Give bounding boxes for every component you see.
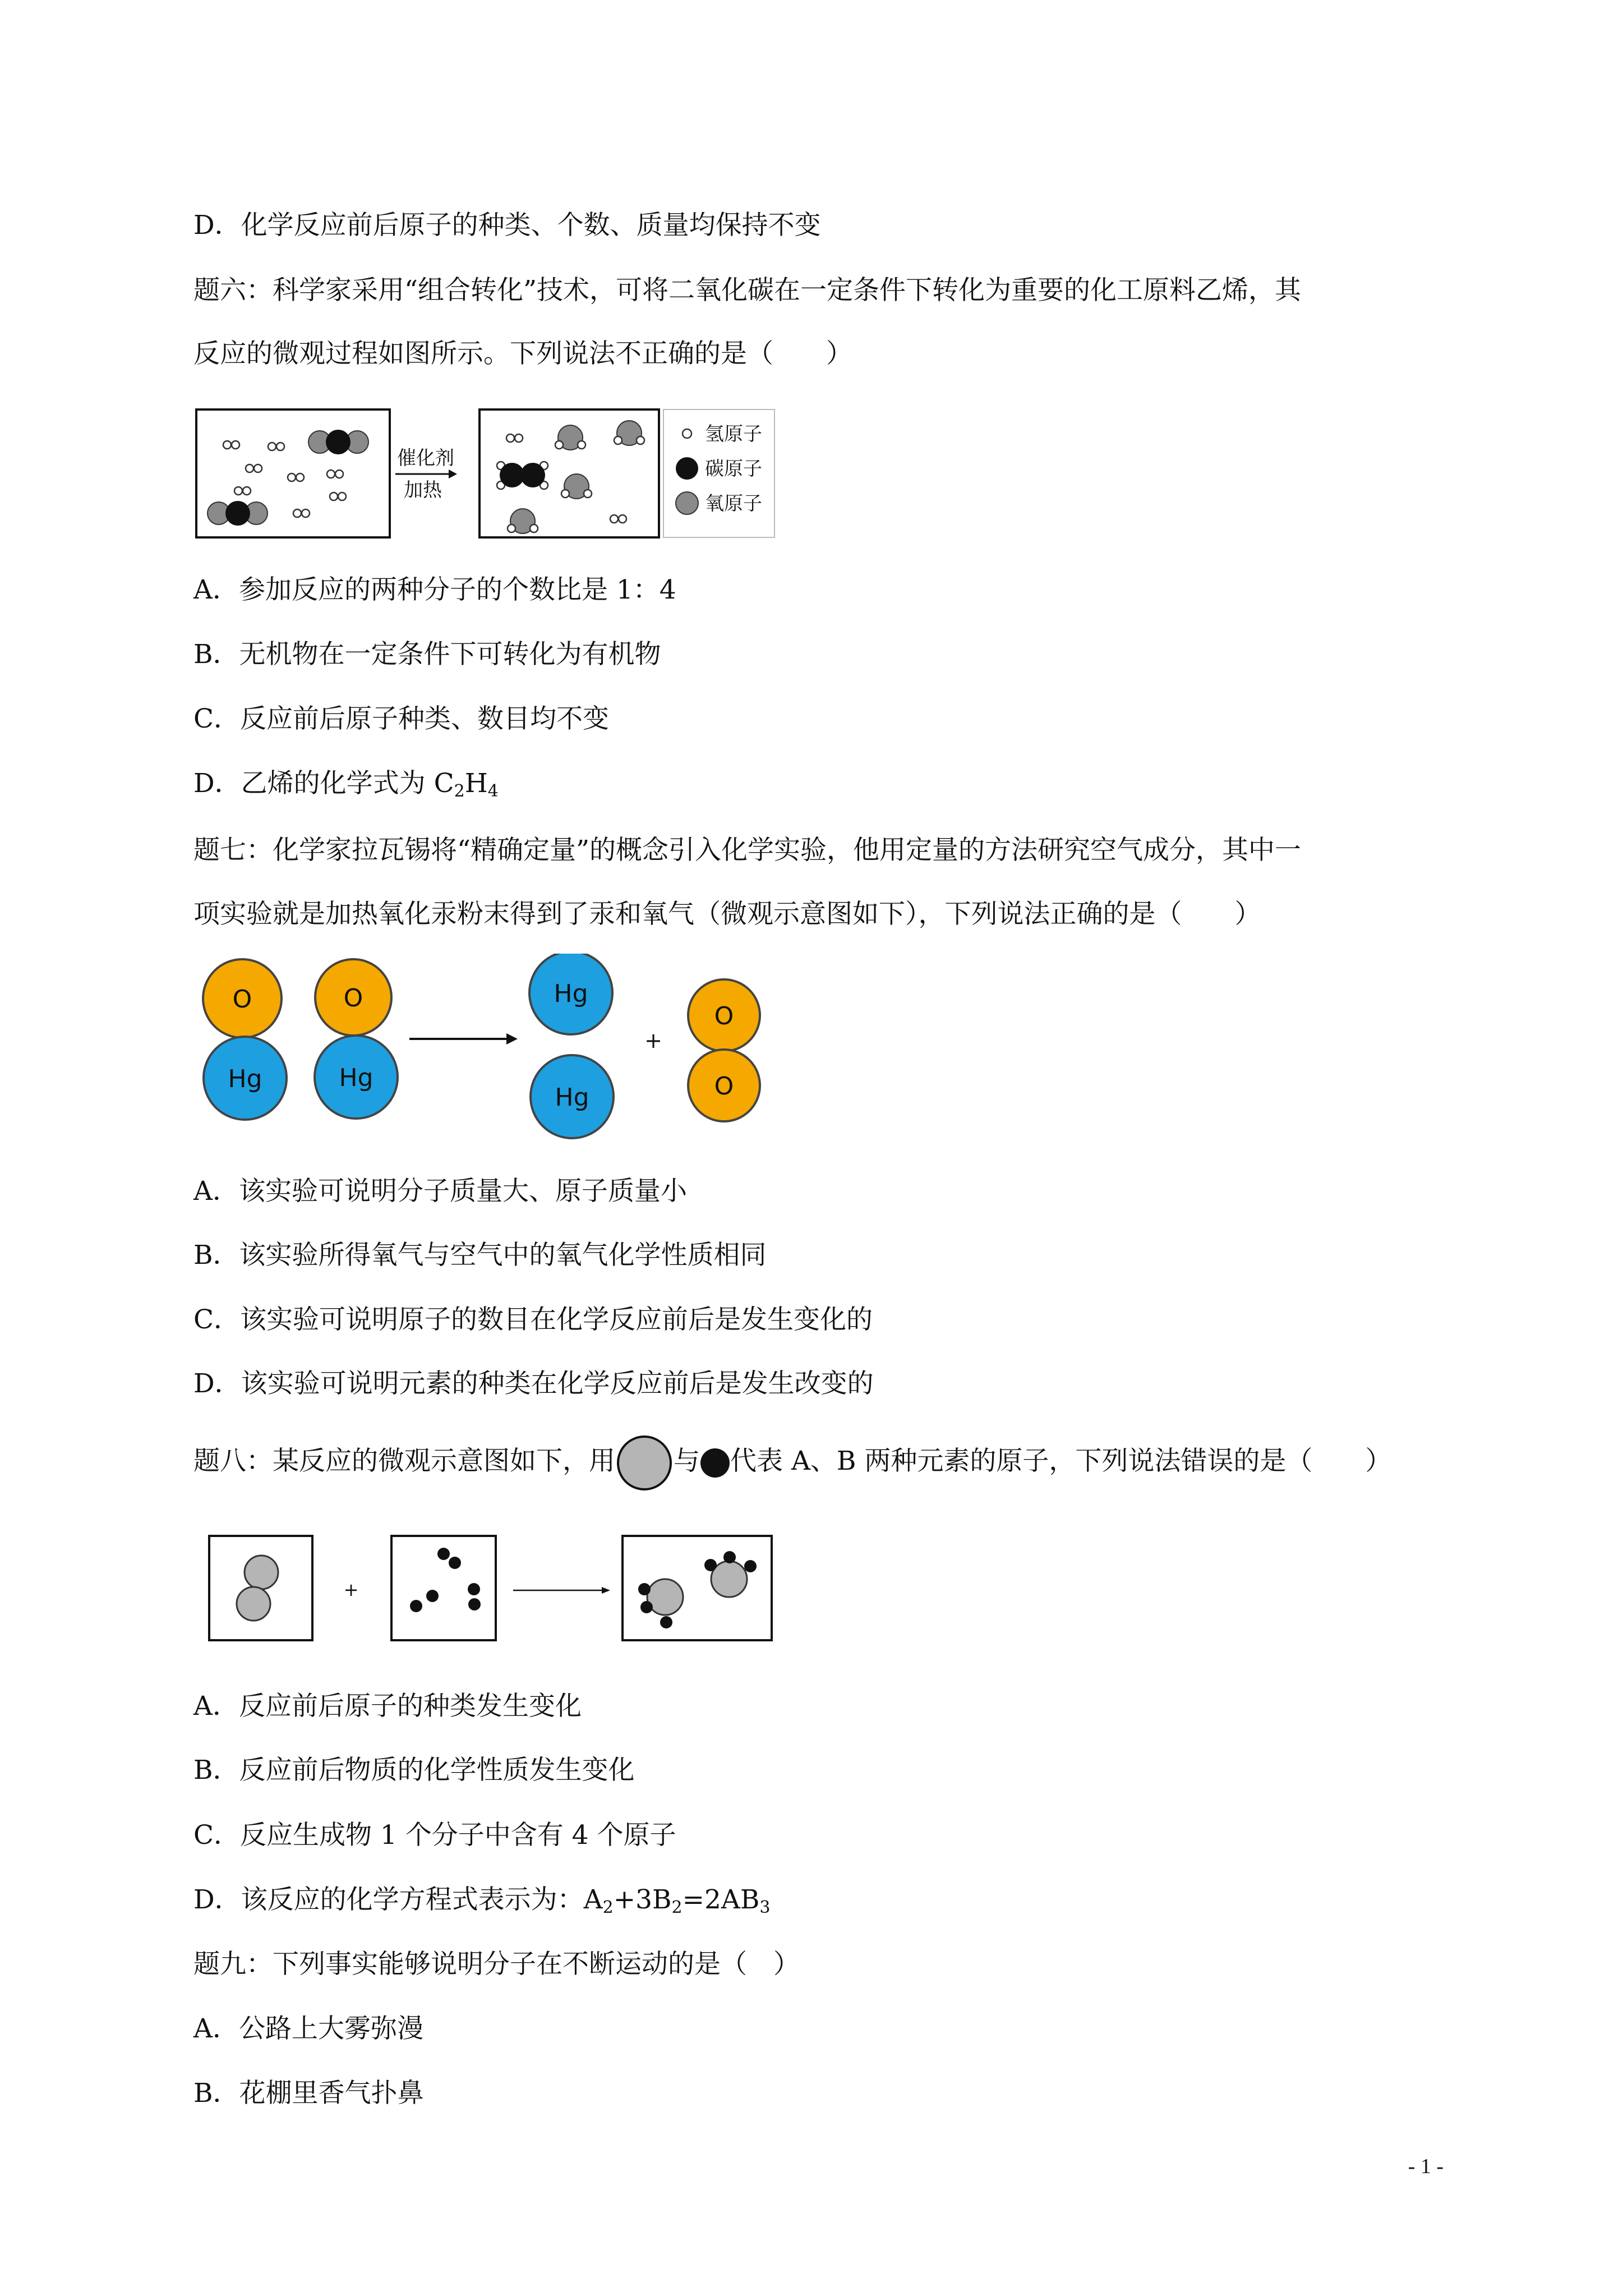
hgo-molecule — [315, 959, 398, 1119]
svg-text:O: O — [232, 985, 252, 1014]
q8-option-d: D．该反应的化学方程式表示为：$A_2+3B_2=2AB_3$ — [193, 1884, 771, 1917]
legend-hydrogen: 氢原子 — [705, 423, 762, 445]
q8-option-a: A．反应前后原子的种类发生变化 — [193, 1691, 582, 1722]
h2o-molecule — [614, 421, 644, 445]
q9-stem: 题九：下列事实能够说明分子在不断运动的是（ ） — [193, 1949, 800, 1980]
svg-text:Hg: Hg — [228, 1065, 262, 1093]
q8-option-c: C．反应生成物 1 个分子中含有 4 个原子 — [193, 1820, 676, 1851]
co2-molecule — [308, 430, 368, 454]
q6-option-d: D．乙烯的化学式为 $C_2H_4$ — [193, 768, 499, 801]
plus-sign: + — [644, 1028, 662, 1053]
q8-option-b: B．反应前后物质的化学性质发生变化 — [193, 1755, 635, 1786]
arrow-condition-catalyst: 催化剂 — [397, 447, 454, 470]
q6-option-b: B．无机物在一定条件下可转化为有机物 — [193, 639, 661, 670]
svg-text:O: O — [714, 1072, 734, 1101]
h2o-molecule — [561, 474, 592, 499]
q8-reaction-figure — [208, 1534, 780, 1646]
svg-text:Hg: Hg — [339, 1064, 374, 1092]
co2-molecule — [208, 501, 268, 526]
q6-reaction-figure — [193, 407, 777, 541]
q9-option-a: A．公路上大雾弥漫 — [193, 2013, 423, 2044]
q9-option-b: B．花棚里香气扑鼻 — [193, 2078, 424, 2109]
svg-text:O: O — [714, 1002, 734, 1030]
q7-option-d: D．该实验可说明元素的种类在化学反应前后是发生改变的 — [193, 1368, 874, 1399]
svg-text:Hg: Hg — [555, 1083, 589, 1112]
q7-option-b: B．该实验所得氧气与空气中的氧气化学性质相同 — [193, 1240, 767, 1271]
q7-option-c: C．该实验可说明原子的数目在化学反应前后是发生变化的 — [193, 1304, 873, 1335]
hgo-molecule — [203, 959, 287, 1120]
q5-option-d: D．化学反应前后原子的种类、个数、质量均保持不变 — [193, 210, 821, 241]
plus-sign: + — [343, 1579, 359, 1600]
h2o-molecule — [508, 509, 538, 533]
q7-hgo-decomposition-figure — [193, 954, 788, 1156]
q6-option-c: C．反应前后原子种类、数目均不变 — [193, 703, 609, 734]
svg-text:Hg: Hg — [554, 979, 588, 1008]
q6-stem-line1: 题六：科学家采用“组合转化”技术，可将二氧化碳在一定条件下转化为重要的化工原料乙烯，其 — [193, 275, 1302, 306]
o2-molecule — [688, 979, 760, 1121]
page-number: - 1 - — [1408, 2155, 1444, 2178]
q6-option-a: A．参加反应的两种分子的个数比是 1：4 — [193, 574, 676, 605]
h2o-molecule — [555, 425, 585, 450]
q7-stem-line1: 题七：化学家拉瓦锡将“精确定量”的概念引入化学实验，他用定量的方法研究空气成分，其中一 — [193, 835, 1302, 866]
legend-oxygen: 氧原子 — [705, 493, 762, 515]
atom-a-icon — [615, 1435, 674, 1491]
ethylene-molecule — [497, 462, 548, 489]
svg-text:O: O — [343, 984, 363, 1013]
q6-stem-line2: 反应的微观过程如图所示。下列说法不正确的是（ ） — [193, 338, 852, 369]
q7-stem-line2: 项实验就是加热氧化汞粉末得到了汞和氧气（微观示意图如下），下列说法正确的是（ ） — [193, 899, 1261, 930]
atom-b-icon — [700, 1446, 730, 1480]
q7-option-a: A．该实验可说明分子质量大、原子质量小 — [193, 1176, 687, 1207]
arrow-condition-heat: 加热 — [404, 479, 442, 501]
q8-stem: 题八：某反应的微观示意图如下，用 与 代表 A、B 两种元素的原子，下列说法错误的是（ ） — [193, 1435, 1391, 1491]
legend-carbon: 碳原子 — [705, 458, 762, 480]
